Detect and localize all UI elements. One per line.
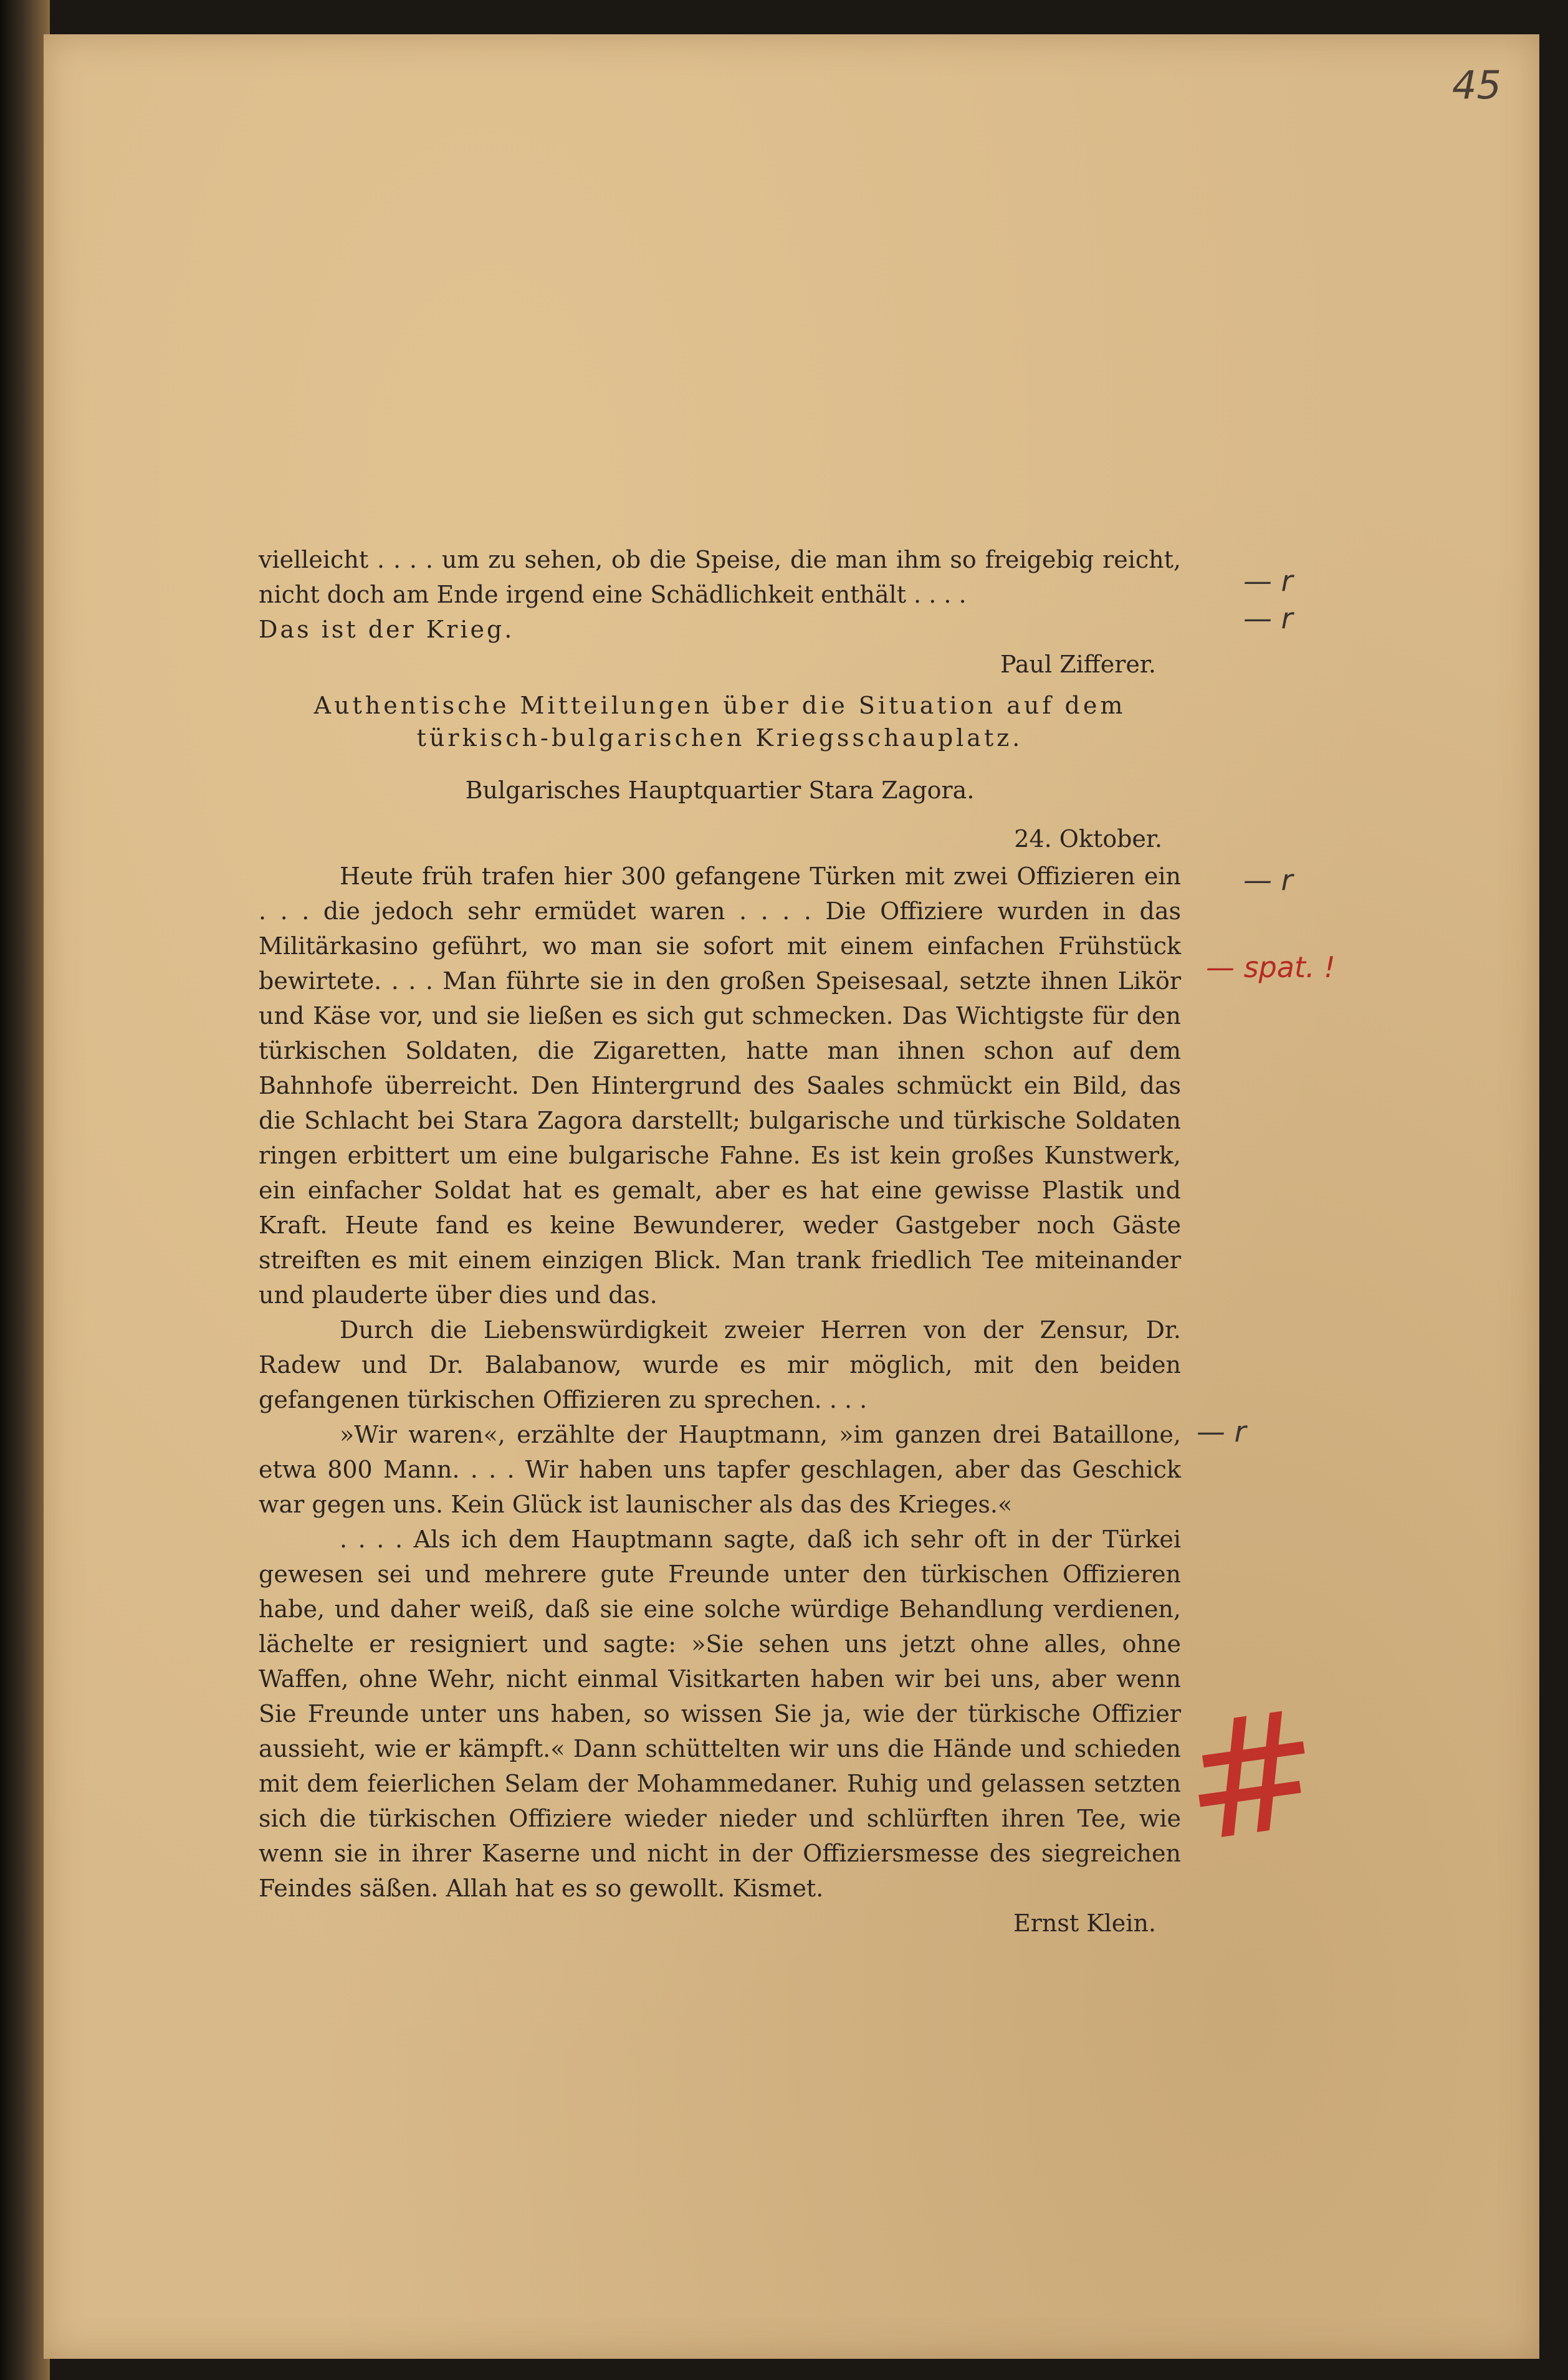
margin-note-3: — r [1243,863,1293,897]
signature-klein: Ernst Klein. [1013,1909,1156,1937]
margin-note-5: — r [1197,1415,1246,1448]
paragraph-censorship: Durch die Liebenswürdigkeit zweier Herren von der Zensur, Dr. Radew und Dr. Balabanow, wurde es mir möglich, mit den beiden gefangenen türkischen Offizieren zu sprechen. . . . [259,1316,1181,1413]
margin-note-late: — spat. ! [1206,950,1336,984]
paragraph-continuation: vielleicht . . . . um zu sehen, ob die Speise, die man ihm so freigebig reicht, nicht doch am Ende irgend eine Schädlichkeit enthält . . . . [259,546,1181,608]
margin-note-2: — r [1243,601,1293,635]
margin-note-1: — r [1243,564,1293,598]
date: 24. Oktober. [1014,825,1162,853]
paragraph-quote: »Wir waren«, erzählte der Hauptmann, »im ganzen drei Bataillone, etwa 800 Mann. . . . Wir haben uns tapfer geschlagen, aber das Geschick war gegen uns. Kein Glück ist launischer als das des Krieges.« [259,1421,1181,1518]
book-spine [0,0,50,2380]
article-heading: Authentische Mitteilungen über die Situation auf dem türkisch-bulgarischen Kriegsschauplatz. [313,692,1126,752]
paragraph-farewell: . . . . Als ich dem Hauptmann sagte, daß ich sehr oft in der Türkei gewesen sei und mehrere gute Freunde unter den türkischen Offizieren habe, und daher weiß, daß sie eine solche würdige Behandlung verdienen, lächelte er resigniert und sagte: »Sie sehen uns jetzt ohne alles, ohne Waffen, ohne Wehr, nicht einmal Visitkarten haben wir bei uns, aber wenn Sie Freunde unter uns haben, so wissen Sie ja, wie der türkische Offizier aussieht, wie er kämpft.« Dann schüttelten wir uns die Hände und schieden mit dem feierlichen Selam der Mohammedaner. Ruhig und gelassen setzten sich die türkischen Offiziere wieder nieder und schlürften ihren Tee, wie wenn sie in ihrer Kaserne und nicht in der Offiziersmesse des siegreichen Feindes säßen. Allah hat es so gewollt. Kismet. [259,1526,1181,1902]
red-hash-mark: # [1172,1674,1332,1880]
article-text [259,542,1181,1941]
dateline: Bulgarisches Hauptquartier Stara Zagora. [465,777,975,804]
paragraph-prisoners: Heute früh trafen hier 300 gefangene Türken mit zwei Offizieren ein . . . die jedoch sehr ermüdet waren . . . . Die Offiziere wurden in das Militärkasino geführt, wo man sie sofort mit einem einfachen Frühstück bewirtete. . . . Man führte sie in den großen Speisesaal, setzte ihnen Likör und Käse vor, und sie ließen es sich gut schmecken. Das Wichtigste für den türkischen Soldaten, die Zigaretten, hatte man ihnen schon auf dem Bahnhofe überreicht. Den Hintergrund des Saales schmückt ein Bild, das die Schlacht bei Stara Zagora darstellt; bulgarische und türkische Soldaten ringen erbittert um eine bulgarische Fahne. Es ist kein großes Kunstwerk, ein einfacher Soldat hat es gemalt, aber es hat eine gewisse Plastik und Kraft. Heute fand es keine Bewunderer, weder Gastgeber noch Gäste streiften es mit einem einzigen Blick. Man trank friedlich Tee miteinander und plauderte über dies und das. [259,863,1181,1309]
page-number: 45 [1452,62,1501,108]
signature-zifferer: Paul Zifferer. [1000,651,1156,678]
paragraph-closing-line: Das ist der Krieg. [259,616,515,643]
